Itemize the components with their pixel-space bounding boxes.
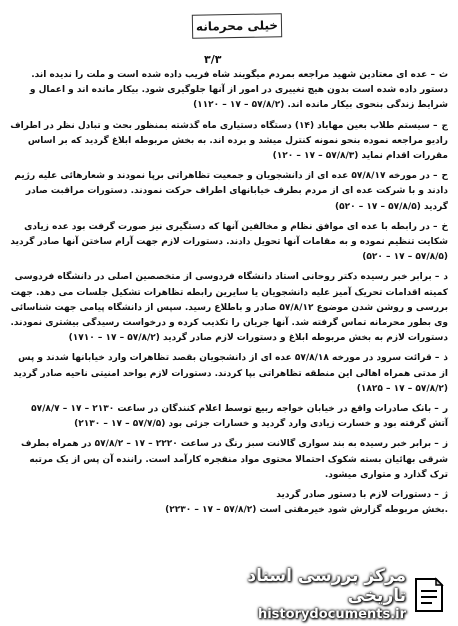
paragraph-letter: ژ bbox=[442, 490, 448, 501]
document-paragraph bbox=[10, 119, 448, 165]
reference-code: (۱۷۱۰ – ۱۷ – ۵۷/۸/۲) bbox=[68, 333, 160, 344]
paragraph-letter: ح bbox=[441, 171, 448, 182]
paragraph-text: – سیستم طلاب بعین مهاباد (۱۴) دستگاه دستیاری ماه گذشته بمنظور بحث و تبادل نظر در اطراف رادیو مراجعه نموده بنحو نمونه کنترل میشد و برده اند. به بخش مربوطه ابلاغ گردید که بر اساس مقررات اقدام نماید bbox=[10, 120, 448, 162]
paragraph-text: – دستورات لازم با دستور صادر گردید bbox=[276, 490, 439, 501]
document-paragraph bbox=[10, 169, 448, 215]
paragraph-text: – در رابطه با عده ای موافق نظام و مخالفین آنها که دستگیری نیز صورت گرفت بود عده زیادی شکایت تنظیم نموده و به مقامات آنها تحویل دادند. دستورات لازم جهت آرام ساختن آنها صادر گردید bbox=[10, 221, 448, 248]
watermark-url: historydocuments.ir bbox=[257, 607, 406, 622]
page-number: ۳/۳ bbox=[204, 53, 222, 66]
paragraph-letter: ج bbox=[441, 120, 448, 131]
paragraph-text: – برابر خبر رسیده دکتر روحانی استاد دانشگاه فردوسی از متخصصین اصلی در دانشگاه فردوسی کمیته اقدامات تحریک آمیز علیه دانشجویان یا سایرین رابطه تظاهرات تشکیل جلسات می دهد. جهت بررسی و روشن شدن موضوع ۵۷/۸/۱۲ صادر و باطلاع رسید. سپس از دانشگاه پیامی جهت شناسائی وی بطور محرمانه تماس گرفته شد. آنها جریان را تکذیب کرده و درخواست رسیدگی بیشتری نمودند. دستورات لازم به بخش مربوطه ابلاغ و دستورات لازم صادر گردید bbox=[10, 272, 448, 344]
paragraph-letter: ر bbox=[442, 404, 448, 415]
paragraph-text: – بانک صادرات واقع در خیابان خواجه ربیع توسط اعلام کنندگان در ساعت ۲۱۳۰ – ۱۷ – ۵۷/۸/۷ آتش گرفته بود و خسارت زیادی وارد گردید و خسارات جزئی بود bbox=[31, 404, 448, 430]
paragraph-text: – قرائت سرود در مورخه ۵۷/۸/۱۸ عده ای از دانشجویان بقصد تظاهرات وارد خیابانها شدند و پس از مدتی همراه اهالی این منطقه تظاهراتی بپا کردند. دستورات لازم بواحد امنیتی ناحیه صادر گردید bbox=[13, 353, 448, 379]
paragraph-letter: ذ bbox=[443, 353, 448, 364]
document-paragraph bbox=[10, 437, 448, 483]
paragraph-letter: ز bbox=[442, 439, 448, 450]
paragraph-letter: ث bbox=[438, 70, 448, 80]
watermark-text bbox=[226, 566, 412, 624]
document-paragraph bbox=[10, 68, 448, 114]
document-paragraph bbox=[10, 220, 448, 266]
archive-watermark bbox=[226, 568, 446, 622]
reference-code: (۱۲۰ – ۱۷ – ۵۷/۸/۳) bbox=[272, 151, 359, 162]
reference-code: (۵۲۰ – ۱۷ – ۵۷/۸/۵) bbox=[362, 252, 448, 263]
paragraph-text: – عده ای معتادین شهید مراجعه بمردم میگویند شاه فریب داده شده است و ملت را ندیده اند. دستور داده شده است بدون هیچ تغییری در امور از آنها جلوگیری شود. بیکار مانده اند و اعمال و شرایط زندگی بنحوی بیکار مانده اند. bbox=[29, 70, 448, 111]
reference-code: (۱۱۲۰ – ۱۷ – ۵۷/۸/۲) bbox=[193, 100, 285, 111]
reference-code: (۵۲۰ – ۱۷ – ۵۷/۸/۵) bbox=[335, 201, 421, 212]
paragraph-letter: خ bbox=[441, 221, 448, 232]
watermark-title: مرکز بررسی اسناد تاریخی bbox=[247, 566, 406, 606]
classification-stamp: خیلی محرمانه bbox=[192, 13, 282, 39]
paragraph-text: – برابر خبر رسیده به بند سواری گالانت سبز رنگ در ساعت ۲۲۲۰ – ۱۷ – ۵۷/۸/۲ در همراه بطرف شرقی بهائیان بسته شکوک احتمالا محتوی مواد منفجره کارآمد است. راننده آن پس از یک مرتبه ترک گذارد و متواری میشود. bbox=[21, 439, 448, 480]
paragraph-text: – در مورخه ۵۷/۸/۱۷ عده ای از دانشجویان و جمعیت تظاهراتی برپا نمودند و شعارهائی علیه رژیم دادند و با شرکت عده ای از مردم بطرف خیابانهای اطراف حرکت نمودند. دستورات مراقبت صادر گردید bbox=[14, 171, 448, 212]
document-paragraph bbox=[10, 402, 448, 432]
document-body bbox=[10, 68, 448, 523]
reference-code: (۱۸۲۵ – ۱۷ – ۵۷/۸/۲) bbox=[356, 383, 448, 394]
document-paragraph bbox=[10, 351, 448, 397]
document-archive-logo-icon bbox=[412, 575, 446, 615]
reference-code: (۲۱۳۰ – ۱۷ – ۵۷/۷/۵) bbox=[74, 419, 166, 430]
document-paragraph bbox=[10, 488, 448, 518]
document-paragraph bbox=[10, 270, 448, 346]
paragraph-letter: د bbox=[443, 272, 448, 283]
reference-code: (۲۲۳۰ – ۱۷ – ۵۷/۸/۲) بخش مربوطه گزارش شود خیرمقتی است. bbox=[165, 505, 448, 516]
